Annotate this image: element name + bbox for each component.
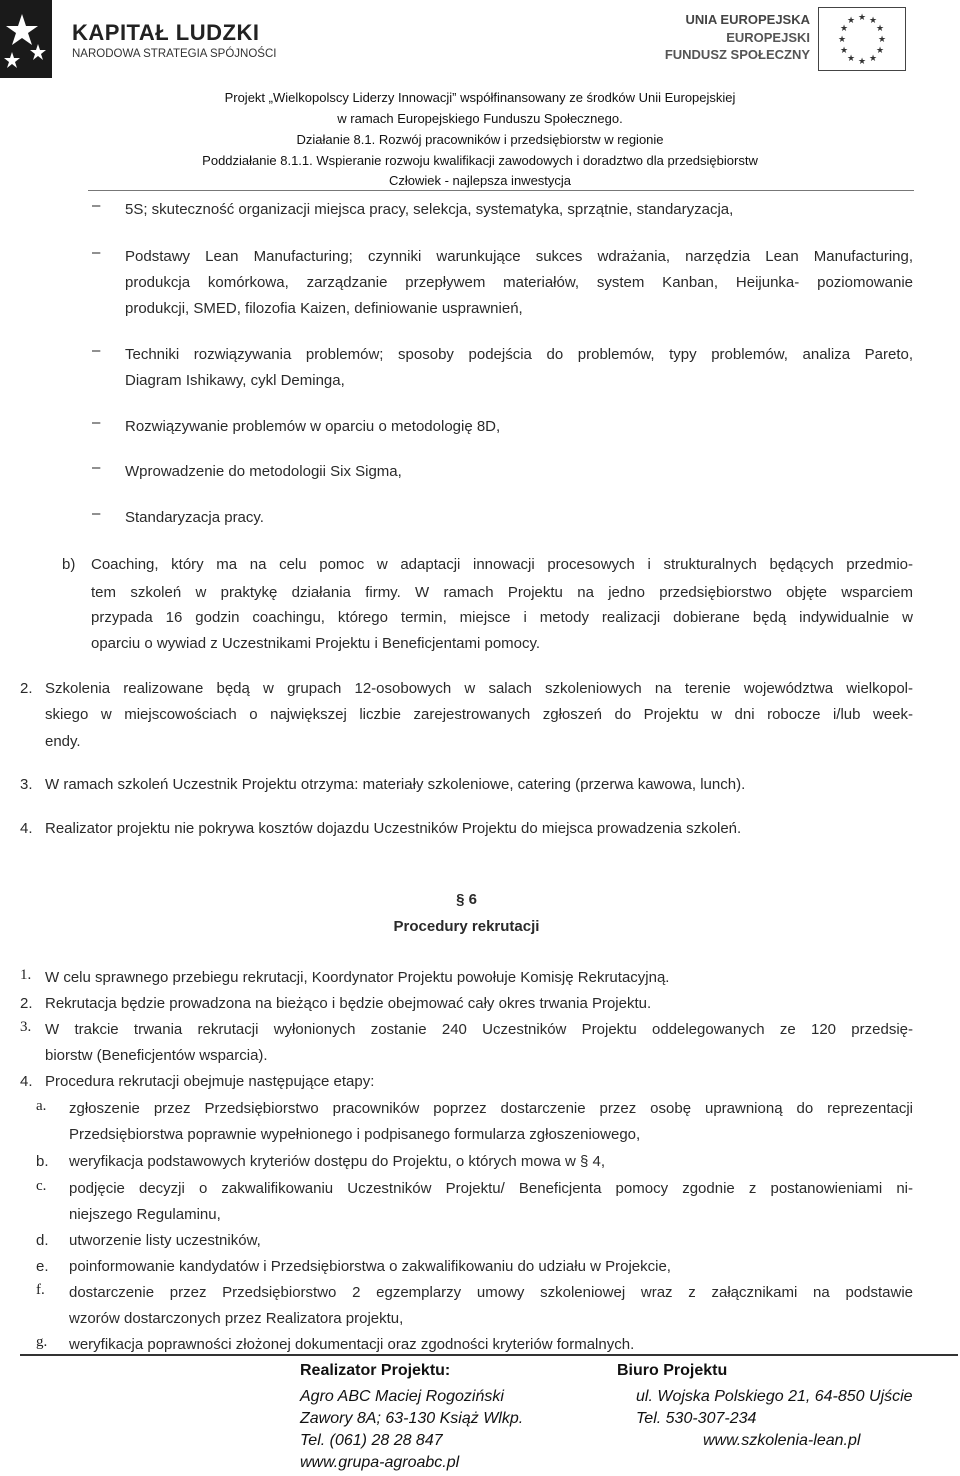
header-line-5: Człowiek - najlepsza inwestycja	[388, 173, 572, 188]
step-g-text: weryfikacja poprawności złożonej dokumentacji oraz zgodności kryteriów formalnych.	[69, 1336, 635, 1353]
footer-realizator-address: Zawory 8A; 63-130 Książ Wlkp.	[300, 1410, 524, 1427]
item-b-line-4: oparciu o wywiad z Uczestnikami Projektu i Beneficjentami pomocy.	[91, 635, 541, 652]
bullet-lean-line-1: Podstawy Lean Manufacturing; czynniki warunkujące sukces wdrażania, narzędzia Lean Manufacturing,	[125, 248, 913, 265]
svg-text:★: ★	[838, 35, 847, 45]
item-3-text: W ramach szkoleń Uczestnik Projektu otrzyma: materiały szkoleniowe, catering (przerwa kawowa, lunch).	[45, 776, 746, 793]
svg-text:★: ★	[869, 16, 878, 26]
svg-text:★: ★	[840, 24, 849, 34]
step-e-label: e.	[36, 1258, 49, 1275]
item-2-number: 2.	[20, 680, 33, 697]
bullet-dash: –	[92, 459, 101, 476]
step-c-line-1: podjęcie decyzji o zakwalifikowaniu Uczestników Projektu/ Beneficjenta pomocy zgodnie z postanowieniami ni-	[69, 1180, 913, 1197]
svg-text:★: ★	[878, 35, 887, 45]
bullet-six-sigma: Wprowadzenie do metodologii Six Sigma,	[125, 463, 402, 480]
bullet-problems-line-1: Techniki rozwiązywania problemów; sposoby podejścia do problemów, typy problemów, analiza Pareto,	[125, 346, 913, 363]
ue-line-2: EUROPEJSKI	[726, 30, 810, 45]
svg-text:★: ★	[876, 24, 885, 34]
step-c-label: c.	[36, 1178, 47, 1194]
footer-realizator-website: www.grupa-agroabc.pl	[300, 1454, 460, 1471]
item-2-line-1: Szkolenia realizowane będą w grupach 12-osobowych w salach szkoleniowych na terenie województwa wielkopol-	[45, 680, 913, 697]
section-number: § 6	[456, 891, 477, 908]
footer-office-title: Biuro Projektu	[617, 1362, 728, 1379]
step-a-line-2: Przedsiębiorstwa poprawnie wypełnionego i podpisanego formularza zgłoszeniowego,	[69, 1126, 641, 1143]
svg-text:★: ★	[840, 46, 849, 56]
step-b-text: weryfikacja podstawowych kryteriów dostępu do Projektu, o których mowa w § 4,	[69, 1153, 606, 1170]
svg-text:★: ★	[858, 57, 867, 67]
item-4-number: 4.	[20, 820, 33, 837]
item-4-text: Realizator projektu nie pokrywa kosztów dojazdu Uczestników Projektu do miejsca prowadzenia szkoleń.	[45, 820, 742, 837]
item-b-line-1: Coaching, który ma na celu pomoc w adaptacji innowacji procesowych i strukturalnych będących przedmio-	[91, 556, 913, 573]
step-d-label: d.	[36, 1232, 49, 1249]
kapital-ludzki-subtitle: NARODOWA STRATEGIA SPÓJNOŚCI	[72, 48, 277, 60]
item-2-line-3: endy.	[45, 733, 81, 750]
header-line-1: Projekt „Wielkopolscy Liderzy Innowacji” współfinansowany ze środków Unii Europejskiej	[224, 90, 736, 105]
bullet-5s: 5S; skuteczność organizacji miejsca pracy, selekcja, systematyka, sprzątnie, standaryzacja,	[125, 201, 734, 218]
recruit-4-text: Procedura rekrutacji obejmuje następujące etapy:	[45, 1073, 375, 1090]
svg-text:★: ★	[869, 54, 878, 64]
footer-realizator-phone: Tel. (061) 28 28 847	[300, 1432, 443, 1449]
recruit-1-text: W celu sprawnego przebiegu rekrutacji, Koordynator Projektu powołuje Komisję Rekrutacyjną.	[45, 969, 670, 986]
svg-text:★: ★	[847, 16, 856, 26]
item-3-number: 3.	[20, 776, 33, 793]
step-a-line-1: zgłoszenie przez Przedsiębiorstwo pracowników poprzez dostarczenie przez osobę uprawnioną do reprezentacji	[69, 1100, 913, 1117]
step-d-text: utworzenie listy uczestników,	[69, 1232, 261, 1249]
kapital-ludzki-star-icon	[0, 0, 64, 80]
step-c-line-2: niejszego Regulaminu,	[69, 1206, 221, 1223]
kapital-ludzki-title: KAPITAŁ LUDZKI	[72, 20, 260, 45]
item-b-line-3: przypada 16 godzin coachingu, którego termin, miejsce i metody realizacji dobierane będą indywidualnie w	[91, 609, 913, 626]
bullet-dash: –	[92, 342, 101, 359]
header-line-2: w ramach Europejskiego Funduszu Społecznego.	[337, 111, 623, 126]
item-b-label: b)	[62, 556, 76, 573]
recruit-3-line-2: biorstw (Beneficjentów wsparcia).	[45, 1047, 268, 1064]
footer-office-phone: Tel. 530-307-234	[636, 1410, 757, 1427]
header-line-4: Poddziałanie 8.1.1. Wspieranie rozwoju kwalifikacji zawodowych i doradztwo dla przedsiębiorstw	[202, 153, 758, 168]
footer-office-address: ul. Wojska Polskiego 21, 64-850 Ujście	[636, 1388, 913, 1405]
bullet-dash: –	[92, 197, 101, 214]
svg-text:★: ★	[858, 13, 867, 23]
bullet-dash: –	[92, 244, 101, 261]
recruit-3-line-1: W trakcie trwania rekrutacji wyłonionych zostanie 240 Uczestników Projektu oddelegowanych ze 120 przedsię-	[45, 1021, 913, 1038]
step-e-text: poinformowanie kandydatów i Przedsiębiorstwa o zakwalifikowaniu do udziału w Projekcie,	[69, 1258, 671, 1275]
recruit-2-text: Rekrutacja będzie prowadzona na bieżąco i będzie obejmować cały okres trwania Projektu.	[45, 995, 652, 1012]
bullet-standardization: Standaryzacja pracy.	[125, 509, 264, 526]
bullet-problems-line-2: Diagram Ishikawy, cykl Deminga,	[125, 372, 345, 389]
header-line-3: Działanie 8.1. Rozwój pracowników i przedsiębiorstw w regionie	[296, 132, 664, 147]
recruit-3-number: 3.	[20, 1019, 32, 1035]
step-f-line-2: wzorów dostarczonych przez Realizatora projektu,	[69, 1310, 404, 1327]
step-f-label: f.	[36, 1282, 45, 1298]
footer-realizator-title: Realizator Projektu:	[300, 1362, 451, 1379]
step-g-label: g.	[36, 1334, 48, 1350]
footer-office-website: www.szkolenia-lean.pl	[703, 1432, 861, 1449]
ue-line-3: FUNDUSZ SPOŁECZNY	[664, 47, 810, 62]
recruit-4-number: 4.	[20, 1073, 33, 1090]
eu-flag-icon	[818, 7, 906, 71]
recruit-1-number: 1.	[20, 967, 32, 983]
bullet-8d: Rozwiązywanie problemów w oparciu o metodologię 8D,	[125, 418, 501, 435]
item-b-line-2: tem szkoleń w praktykę działania firmy. W ramach Projektu na jedno przedsiębiorstwo objęte wsparciem	[91, 584, 913, 601]
bullet-lean-line-2: produkcja komórkowa, zarządzanie przepływem materiałów, system Kanban, Heijunka- poziomowanie	[125, 274, 913, 291]
footer-realizator-name: Agro ABC Maciej Rogoziński	[300, 1388, 504, 1405]
header-divider	[88, 190, 914, 191]
footer-divider	[20, 1354, 958, 1356]
recruit-2-number: 2.	[20, 995, 33, 1012]
bullet-dash: –	[92, 505, 101, 522]
bullet-dash: –	[92, 414, 101, 431]
svg-text:★: ★	[847, 54, 856, 64]
svg-text:★: ★	[876, 46, 885, 56]
step-b-label: b.	[36, 1153, 49, 1170]
step-a-label: a.	[36, 1098, 47, 1114]
section-title: Procedury rekrutacji	[393, 918, 540, 935]
ue-line-1: UNIA EUROPEJSKA	[685, 12, 810, 27]
step-f-line-1: dostarczenie przez Przedsiębiorstwo 2 egzemplarzy umowy szkoleniowej wraz z załącznikami na podstawie	[69, 1284, 913, 1301]
item-2-line-2: skiego w miejscowościach o największej liczbie zarejestrowanych zgłoszeń do Projektu w dni robocze i/lub week-	[45, 706, 913, 723]
bullet-lean-line-3: produkcji, SMED, filozofia Kaizen, definiowanie usprawnień,	[125, 300, 523, 317]
